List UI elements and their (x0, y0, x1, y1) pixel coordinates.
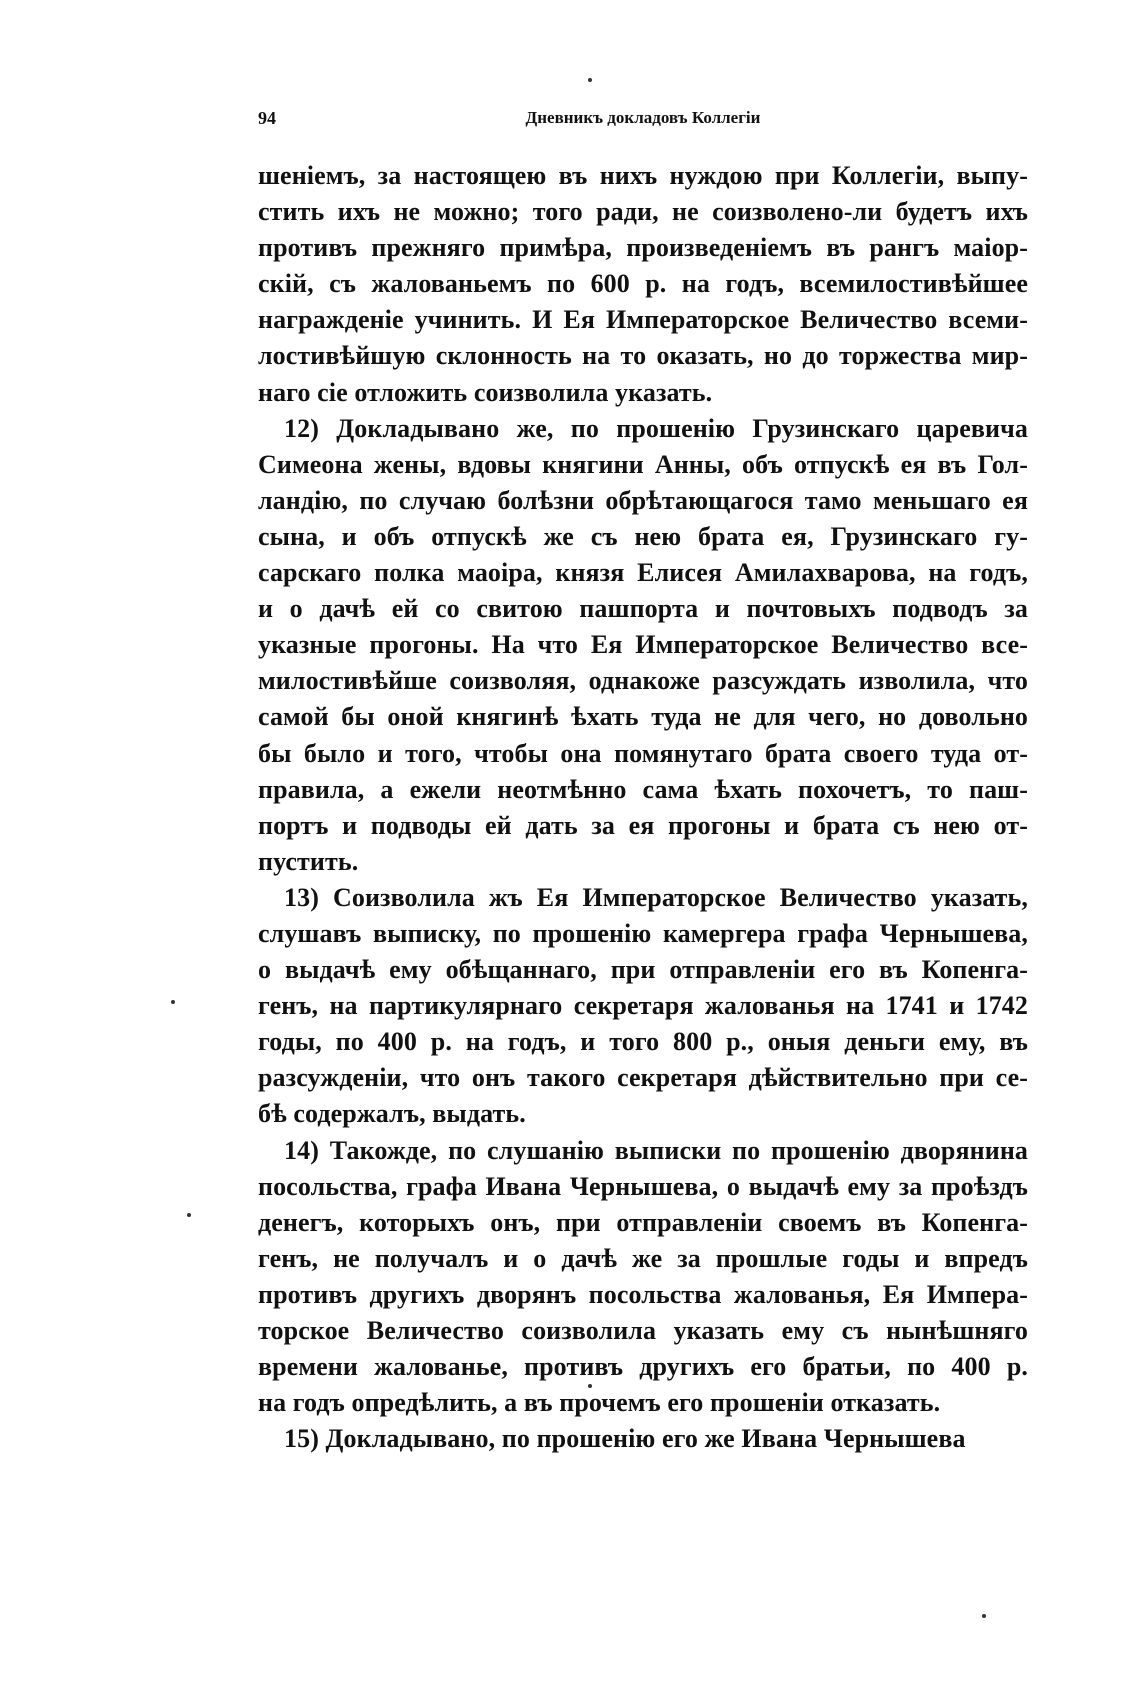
text-line: и о дачѣ ей со свитою пашпорта и почтовыхъ подводъ за (258, 594, 1028, 624)
text-line: самой бы оной княгинѣ ѣхать туда не для чего, но довольно (258, 702, 1028, 732)
text-line: шеніемъ, за настоящею въ нихъ нуждою при Коллегіи, выпу- (258, 161, 1028, 190)
scan-speck (982, 1614, 986, 1618)
text-line: награжденіе учинить. И Ея Императорское Величество всеми- (258, 305, 1028, 335)
body-text (258, 158, 1028, 1457)
running-title: Дневникъ докладовъ Коллегіи (525, 108, 761, 127)
text-line: разсужденіи, что онъ такого секретаря дѣйствительно при се- (258, 1063, 1028, 1093)
text-line: ландію, по случаю болѣзни обрѣтающагося тамо меньшаго ея (258, 485, 1028, 515)
text-line: торское Величество соизволила указать ему съ нынѣшняго (258, 1316, 1028, 1345)
paragraph-13-start: 13) Соизволила жъ Ея Императорское Величество указать, (284, 882, 1028, 912)
page-number: 94 (258, 108, 276, 128)
scan-speck (588, 78, 592, 82)
text-line: сына, и объ отпускѣ же съ нею брата ея, Грузинскаго гу- (258, 521, 1028, 551)
text-line: скій, съ жалованьемъ по 600 р. на годъ, всемилостивѣйшее (258, 269, 1028, 299)
text-line: слушавъ выписку, по прошенію камергера графа Чернышева, (258, 918, 1028, 948)
text-line: денегъ, которыхъ онъ, при отправленіи своемъ въ Копенга- (258, 1207, 1028, 1237)
text-line: стить ихъ не можно; того ради, не соизволено-ли будетъ ихъ (258, 197, 1028, 227)
text-line: наго сіе отложить соизволила указать. (258, 377, 713, 407)
text-line: бѣ содержалъ, выдать. (258, 1099, 526, 1129)
text-line: противъ прежняго примѣра, произведеніемъ въ рангъ маіор- (258, 233, 1028, 263)
text-line: о выдачѣ ему обѣщаннаго, при отправленіи его въ Копенга- (258, 955, 1028, 985)
paragraph-12-start: 12) Докладывано же, по прошенію Грузинскаго царевича (284, 413, 1028, 443)
text-line: правила, а ежели неотмѣнно сама ѣхать похочетъ, то паш- (258, 774, 1028, 804)
text-line: на годъ опредѣлить, а въ прочемъ его прошеніи отказать. (258, 1388, 941, 1418)
running-head (258, 108, 1028, 138)
text-line: бы было и того, чтобы она помянутаго брата своего туда от- (258, 738, 1028, 768)
text-line: Симеона жены, вдовы княгини Анны, объ отпускѣ ея въ Гол- (258, 449, 1028, 479)
text-line: сарскаго полка маоіра, князя Елисея Амилахварова, на годъ, (258, 558, 1028, 588)
text-line: генъ, на партикулярнаго секретаря жалованья на 1741 и 1742 (258, 991, 1028, 1021)
text-line: времени жалованье, противъ другихъ его братьи, по 400 р. (258, 1352, 1028, 1382)
text-line: указные прогоны. На что Ея Императорское Величество все- (258, 630, 1028, 660)
text-line: посольства, графа Ивана Чернышева, о выдачѣ ему за проѣздъ (258, 1171, 1028, 1201)
text-line: лостивѣйшую склонность на то оказать, но до торжества мир- (258, 341, 1028, 371)
text-line: пустить. (258, 846, 359, 876)
text-line: милостивѣйше соизволяя, однакоже разсуждать изволила, что (258, 666, 1028, 696)
scan-speck (588, 1384, 592, 1388)
text-line: годы, по 400 р. на годъ, и того 800 р., оныя деньги ему, въ (258, 1027, 1028, 1057)
paragraph-15-start: 15) Докладывано, по прошенію его же Ивана Чернышева (284, 1424, 966, 1454)
text-line: генъ, не получалъ и о дачѣ же за прошлые годы и впредъ (258, 1243, 1028, 1273)
text-line: портъ и подводы ей дать за ея прогоны и брата съ нею от- (258, 810, 1028, 840)
text-line: противъ другихъ дворянъ посольства жалованья, Ея Импера- (258, 1279, 1028, 1309)
scan-speck (171, 1000, 175, 1004)
scan-speck (187, 1213, 191, 1217)
paragraph-14-start: 14) Такожде, по слушанію выписки по прошенію дворянина (284, 1135, 1028, 1165)
